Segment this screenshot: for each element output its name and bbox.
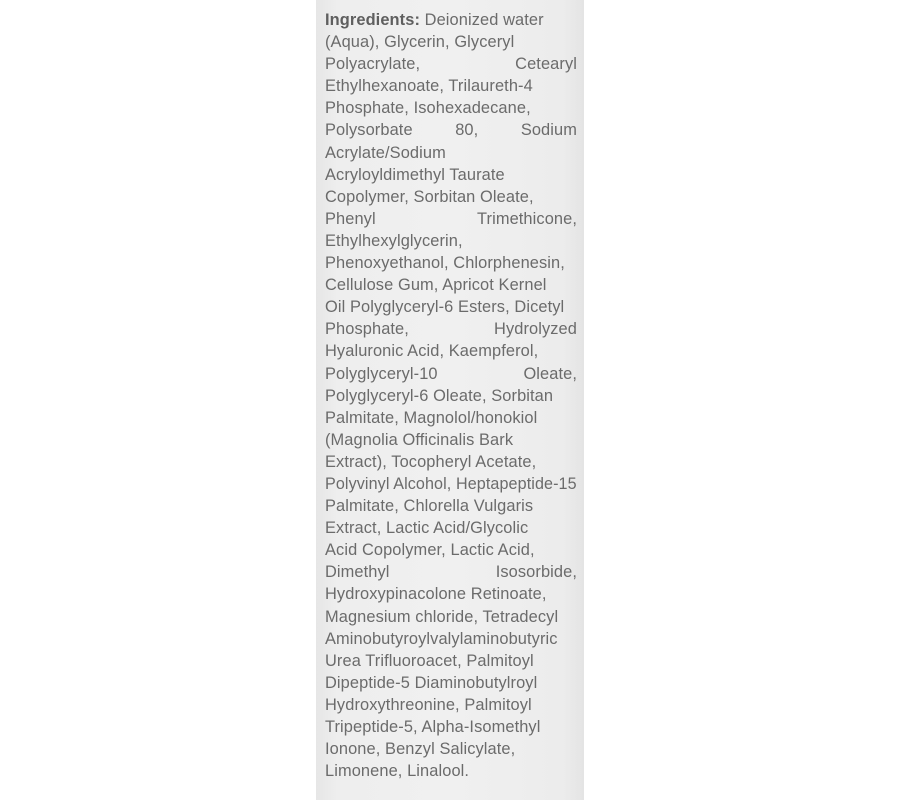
ingredient-line: Extract), Tocopheryl Acetate,	[325, 452, 537, 471]
ingredient-line: Ethylhexanoate, Trilaureth-4	[325, 77, 533, 96]
ingredient-line: Polyacrylate, Cetearyl	[325, 55, 577, 74]
ingredient-line: Polyvinyl Alcohol, Heptapeptide-15	[325, 474, 577, 493]
ingredient-line: Hyaluronic Acid, Kaempferol,	[325, 342, 539, 361]
ingredient-line: Limonene, Linalool.	[325, 762, 470, 781]
ingredient-line: Extract, Lactic Acid/Glycolic	[325, 519, 529, 538]
ingredient-line: Aminobutyroylvalylaminobutyric	[325, 629, 558, 648]
ingredient-line: Phosphate, Hydrolyzed	[325, 320, 577, 339]
ingredient-line: Phosphate, Isohexadecane,	[325, 99, 531, 118]
ingredient-line: Palmitate, Chlorella Vulgaris	[325, 497, 534, 516]
ingredient-line: Polyglyceryl-6 Oleate, Sorbitan	[325, 386, 554, 405]
ingredient-line: Oil Polyglyceryl-6 Esters, Dicetyl	[325, 298, 565, 317]
ingredient-line: Acrylate/Sodium	[325, 143, 446, 162]
ingredient-line: (Aqua), Glycerin, Glyceryl	[325, 33, 515, 52]
ingredients-heading: Ingredients:	[325, 11, 420, 29]
ingredient-line: (Magnolia Officinalis Bark	[325, 430, 514, 449]
ingredient-line: Tripeptide-5, Alpha-Isomethyl	[325, 718, 541, 736]
ingredient-line: Urea Trifluoroacet, Palmitoyl	[325, 651, 534, 670]
ingredient-line: Palmitate, Magnolol/honokiol	[325, 408, 538, 427]
ingredient-line: Polysorbate 80, Sodium	[325, 121, 577, 140]
ingredients-list	[325, 9, 577, 782]
ingredient-line: Magnesium chloride, Tetradecyl	[325, 607, 559, 626]
ingredient-line: Hydroxythreonine, Palmitoyl	[325, 695, 532, 714]
ingredient-line: Cellulose Gum, Apricot Kernel	[325, 276, 547, 295]
ingredients-first-line	[325, 9, 577, 31]
ingredient-line: Hydroxypinacolone Retinoate,	[325, 585, 547, 604]
ingredient-line: Deionized water	[424, 11, 544, 29]
ingredient-line: Polyglyceryl-10 Oleate,	[325, 364, 577, 383]
ingredient-line: Phenoxyethanol, Chlorphenesin,	[325, 254, 565, 273]
ingredient-line: Dimethyl Isosorbide,	[325, 563, 577, 582]
ingredient-line: Acryloyldimethyl Taurate	[325, 165, 505, 184]
ingredient-line: Ethylhexylglycerin,	[325, 231, 463, 250]
ingredient-line: Copolymer, Sorbitan Oleate,	[325, 187, 534, 206]
ingredient-line: Dipeptide-5 Diaminobutylroyl	[325, 673, 538, 692]
ingredient-line: Phenyl Trimethicone,	[325, 209, 577, 228]
ingredient-line: Ionone, Benzyl Salicylate,	[325, 740, 516, 759]
ingredient-line: Acid Copolymer, Lactic Acid,	[325, 541, 535, 560]
